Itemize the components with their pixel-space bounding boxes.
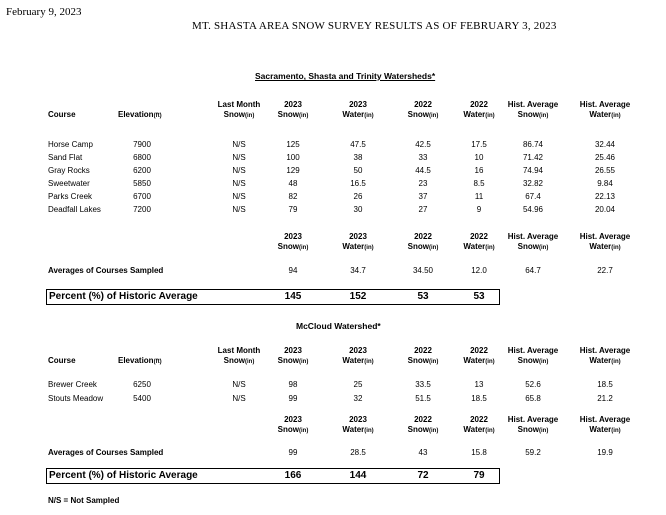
cell-snow22: 23 — [418, 179, 428, 188]
cell-water23: 30 — [353, 205, 363, 214]
average-hwater: 22.7 — [597, 266, 613, 275]
header-hist-water-top: Hist. Average — [579, 232, 631, 241]
cell-snow22: 33.5 — [415, 380, 431, 389]
header-water-2023-label: Water — [342, 425, 365, 434]
header-hist-snow-top: Hist. Average — [507, 232, 559, 241]
average-hsnow: 64.7 — [525, 266, 541, 275]
cell-water22: 17.5 — [471, 140, 487, 149]
average-water22: 12.0 — [471, 266, 487, 275]
header-water-2022-unit: (in) — [485, 359, 495, 365]
header-snow-2023-unit: (in) — [299, 113, 309, 119]
cell-snow23: 125 — [286, 140, 300, 149]
cell-snow23: 129 — [286, 166, 300, 175]
cell-snow22: 42.5 — [415, 140, 431, 149]
course-name: Gray Rocks — [48, 166, 90, 175]
percent-snow22: 72 — [417, 470, 429, 481]
header-water-2023-label: Water — [342, 242, 365, 251]
header-hist-snow-unit: (in) — [539, 245, 549, 251]
header-water-2023 — [325, 232, 391, 253]
course-elevation: 6700 — [133, 192, 151, 201]
header-hist-snow — [500, 100, 566, 121]
report-date: February 9, 2023 — [6, 6, 82, 18]
header-hist-snow-label: Snow — [517, 356, 539, 365]
cell-last: N/S — [232, 394, 246, 403]
header-hist-snow-unit: (in) — [539, 113, 549, 119]
header-last-month-unit: (in) — [245, 359, 255, 365]
header-hist-water — [572, 100, 638, 121]
header-last-month-unit: (in) — [245, 113, 255, 119]
cell-hsnow: 71.42 — [522, 153, 544, 162]
averages-label: Averages of Courses Sampled — [48, 266, 164, 275]
cell-water23: 26 — [353, 192, 363, 201]
footnote: N/S = Not Sampled — [48, 496, 120, 505]
header-snow-2023-label: Snow — [277, 110, 299, 119]
header-water-2022-unit: (in) — [485, 428, 495, 434]
cell-hsnow: 54.96 — [522, 205, 544, 214]
cell-hwater: 9.84 — [597, 179, 613, 188]
header-hist-water-top: Hist. Average — [579, 100, 631, 109]
header-snow-2023 — [260, 100, 326, 121]
header-hist-snow-top: Hist. Average — [507, 415, 559, 424]
course-name: Brewer Creek — [48, 380, 97, 389]
header-hist-snow-bottom — [500, 110, 566, 121]
cell-hwater: 26.55 — [594, 166, 616, 175]
cell-water23: 50 — [353, 166, 363, 175]
percent-water22: 53 — [473, 291, 485, 302]
cell-hsnow: 32.82 — [522, 179, 544, 188]
header-hist-snow-label: Snow — [517, 242, 539, 251]
section-title: McCloud Watershed* — [296, 321, 381, 331]
average-water22: 15.8 — [471, 448, 487, 457]
average-snow23: 99 — [288, 448, 298, 457]
course-name: Deadfall Lakes — [48, 205, 101, 214]
course-elevation: 5400 — [133, 394, 151, 403]
cell-water22: 16 — [474, 166, 484, 175]
header-hist-water-unit: (in) — [611, 359, 621, 365]
header-snow-2022-label: Snow — [407, 110, 429, 119]
cell-water22: 10 — [474, 153, 484, 162]
header-snow-2022-unit: (in) — [429, 359, 439, 365]
header-water-2023-top: 2023 — [349, 415, 367, 424]
cell-water23: 38 — [353, 153, 363, 162]
cell-snow23: 100 — [286, 153, 300, 162]
course-elevation: 6250 — [133, 380, 151, 389]
cell-last: N/S — [232, 140, 246, 149]
header-elevation-unit: (ft) — [153, 359, 162, 365]
cell-snow22: 37 — [418, 192, 428, 201]
header-water-2022-top: 2022 — [470, 232, 488, 241]
header-snow-2023-label: Snow — [277, 242, 299, 251]
header-hist-snow-unit: (in) — [539, 428, 549, 434]
header-course: Course — [48, 110, 76, 119]
header-water-2023-bottom — [325, 110, 391, 121]
header-hist-snow-top: Hist. Average — [507, 346, 559, 355]
header-water-2023-bottom — [325, 242, 391, 253]
average-hsnow: 59.2 — [525, 448, 541, 457]
cell-snow23: 98 — [288, 380, 298, 389]
course-name: Sand Flat — [48, 153, 83, 162]
header-snow-2022-label: Snow — [407, 356, 429, 365]
header-water-2022-unit: (in) — [485, 113, 495, 119]
header-hist-water-bottom — [572, 110, 638, 121]
header-snow-2023-label: Snow — [277, 425, 299, 434]
cell-water23: 47.5 — [350, 140, 366, 149]
average-water23: 28.5 — [350, 448, 366, 457]
header-snow-2022-top: 2022 — [414, 415, 432, 424]
cell-snow23: 79 — [288, 205, 298, 214]
header-last-month-label: Snow — [223, 110, 245, 119]
course-elevation: 6200 — [133, 166, 151, 175]
cell-last: N/S — [232, 380, 246, 389]
header-course: Course — [48, 356, 76, 365]
average-water23: 34.7 — [350, 266, 366, 275]
header-snow-2022-unit: (in) — [429, 245, 439, 251]
cell-hwater: 32.44 — [594, 140, 616, 149]
cell-last: N/S — [232, 192, 246, 201]
cell-hwater: 20.04 — [594, 205, 616, 214]
header-hist-snow-unit: (in) — [539, 359, 549, 365]
course-elevation: 6800 — [133, 153, 151, 162]
cell-water22: 11 — [474, 192, 484, 201]
header-elevation-label: Elevation — [118, 110, 154, 119]
header-water-2023-bottom — [325, 425, 391, 436]
header-water-2023 — [325, 346, 391, 367]
header-elevation-unit: (ft) — [153, 113, 162, 119]
header-snow-2022-unit: (in) — [429, 113, 439, 119]
percent-water22: 79 — [473, 470, 485, 481]
header-hist-snow — [500, 232, 566, 253]
cell-hsnow: 86.74 — [522, 140, 544, 149]
course-name: Sweetwater — [48, 179, 90, 188]
header-water-2022-label: Water — [463, 356, 486, 365]
average-snow22: 34.50 — [412, 266, 434, 275]
header-water-2022-top: 2022 — [470, 100, 488, 109]
header-hist-water-unit: (in) — [611, 428, 621, 434]
cell-hsnow: 74.94 — [522, 166, 544, 175]
header-snow-2023-unit: (in) — [299, 428, 309, 434]
header-water-2022-label: Water — [463, 242, 486, 251]
cell-hwater: 21.2 — [597, 394, 613, 403]
percent-label: Percent (%) of Historic Average — [49, 291, 198, 302]
cell-hsnow: 67.4 — [525, 192, 541, 201]
header-hist-snow-bottom — [500, 242, 566, 253]
cell-hsnow: 52.6 — [525, 380, 541, 389]
header-water-2022-top: 2022 — [470, 415, 488, 424]
cell-last: N/S — [232, 205, 246, 214]
header-elevation — [118, 356, 184, 367]
header-hist-snow — [500, 346, 566, 367]
percent-snow23: 145 — [284, 291, 302, 302]
header-hist-water-bottom — [572, 356, 638, 367]
header-hist-water-label: Water — [589, 110, 612, 119]
header-snow-2023-unit: (in) — [299, 245, 309, 251]
header-snow-2023-bottom — [260, 110, 326, 121]
header-snow-2023 — [260, 346, 326, 367]
cell-hsnow: 65.8 — [525, 394, 541, 403]
header-last-month-label: Snow — [223, 356, 245, 365]
header-water-2023-label: Water — [342, 110, 365, 119]
header-hist-water — [572, 415, 638, 436]
cell-last: N/S — [232, 166, 246, 175]
header-hist-snow-bottom — [500, 356, 566, 367]
header-hist-snow — [500, 415, 566, 436]
header-snow-2023-top: 2023 — [284, 100, 302, 109]
course-name: Parks Creek — [48, 192, 93, 201]
course-elevation: 5850 — [133, 179, 151, 188]
header-water-2023 — [325, 415, 391, 436]
header-water-2023 — [325, 100, 391, 121]
course-name: Stouts Meadow — [48, 394, 104, 403]
header-snow-2022-label: Snow — [407, 425, 429, 434]
header-hist-water-top: Hist. Average — [579, 346, 631, 355]
cell-water22: 18.5 — [471, 394, 487, 403]
header-snow-2022-unit: (in) — [429, 428, 439, 434]
cell-hwater: 25.46 — [594, 153, 616, 162]
cell-water23: 32 — [353, 394, 363, 403]
header-water-2022-unit: (in) — [485, 245, 495, 251]
average-snow22: 43 — [418, 448, 428, 457]
header-hist-water-unit: (in) — [611, 113, 621, 119]
header-water-2023-top: 2023 — [349, 232, 367, 241]
cell-water22: 9 — [476, 205, 482, 214]
header-last-month-top: Last Month — [217, 346, 261, 355]
header-snow-2023-unit: (in) — [299, 359, 309, 365]
cell-water23: 25 — [353, 380, 363, 389]
header-snow-2022-label: Snow — [407, 242, 429, 251]
header-snow-2022-top: 2022 — [414, 100, 432, 109]
header-snow-2023-top: 2023 — [284, 346, 302, 355]
header-hist-snow-bottom — [500, 425, 566, 436]
cell-snow22: 44.5 — [415, 166, 431, 175]
header-water-2023-bottom — [325, 356, 391, 367]
cell-water22: 13 — [474, 380, 484, 389]
header-snow-2023 — [260, 232, 326, 253]
header-snow-2022-top: 2022 — [414, 232, 432, 241]
cell-snow22: 51.5 — [415, 394, 431, 403]
cell-snow23: 48 — [288, 179, 298, 188]
header-snow-2022-top: 2022 — [414, 346, 432, 355]
cell-snow22: 33 — [418, 153, 428, 162]
report-title: MT. SHASTA AREA SNOW SURVEY RESULTS AS OF FEBRUARY 3, 2023 — [192, 20, 557, 32]
header-water-2023-unit: (in) — [364, 113, 374, 119]
header-hist-water-label: Water — [589, 425, 612, 434]
header-snow-2023-label: Snow — [277, 356, 299, 365]
header-water-2022-label: Water — [463, 110, 486, 119]
header-hist-water — [572, 232, 638, 253]
cell-snow22: 27 — [418, 205, 428, 214]
cell-snow23: 99 — [288, 394, 298, 403]
cell-water22: 8.5 — [473, 179, 485, 188]
average-snow23: 94 — [288, 266, 298, 275]
header-water-2023-unit: (in) — [364, 359, 374, 365]
percent-snow22: 53 — [417, 291, 429, 302]
header-water-2023-unit: (in) — [364, 428, 374, 434]
section-title: Sacramento, Shasta and Trinity Watersheds* — [255, 71, 436, 81]
header-water-2023-unit: (in) — [364, 245, 374, 251]
course-elevation: 7200 — [133, 205, 151, 214]
header-hist-snow-top: Hist. Average — [507, 100, 559, 109]
percent-label: Percent (%) of Historic Average — [49, 470, 198, 481]
header-hist-water-label: Water — [589, 242, 612, 251]
percent-snow23: 166 — [284, 470, 302, 481]
header-water-2023-label: Water — [342, 356, 365, 365]
header-hist-water — [572, 346, 638, 367]
cell-water23: 16.5 — [350, 179, 366, 188]
header-snow-2023-top: 2023 — [284, 415, 302, 424]
header-elevation-label: Elevation — [118, 356, 154, 365]
cell-last: N/S — [232, 179, 246, 188]
percent-water23: 144 — [349, 470, 367, 481]
header-elevation — [118, 110, 184, 121]
percent-water23: 152 — [349, 291, 367, 302]
header-snow-2023-bottom — [260, 425, 326, 436]
header-hist-water-top: Hist. Average — [579, 415, 631, 424]
header-hist-snow-label: Snow — [517, 110, 539, 119]
course-elevation: 7900 — [133, 140, 151, 149]
header-hist-snow-label: Snow — [517, 425, 539, 434]
average-hwater: 19.9 — [597, 448, 613, 457]
header-hist-water-label: Water — [589, 356, 612, 365]
cell-hwater: 22.13 — [594, 192, 616, 201]
header-snow-2023 — [260, 415, 326, 436]
header-water-2023-top: 2023 — [349, 346, 367, 355]
header-hist-water-bottom — [572, 425, 638, 436]
cell-hwater: 18.5 — [597, 380, 613, 389]
header-water-2022-label: Water — [463, 425, 486, 434]
header-water-2022-top: 2022 — [470, 346, 488, 355]
header-snow-2023-bottom — [260, 356, 326, 367]
cell-snow23: 82 — [288, 192, 298, 201]
header-hist-water-unit: (in) — [611, 245, 621, 251]
header-last-month-top: Last Month — [217, 100, 261, 109]
cell-last: N/S — [232, 153, 246, 162]
header-water-2023-top: 2023 — [349, 100, 367, 109]
header-hist-water-bottom — [572, 242, 638, 253]
header-snow-2023-top: 2023 — [284, 232, 302, 241]
course-name: Horse Camp — [48, 140, 93, 149]
header-snow-2023-bottom — [260, 242, 326, 253]
averages-label: Averages of Courses Sampled — [48, 448, 164, 457]
